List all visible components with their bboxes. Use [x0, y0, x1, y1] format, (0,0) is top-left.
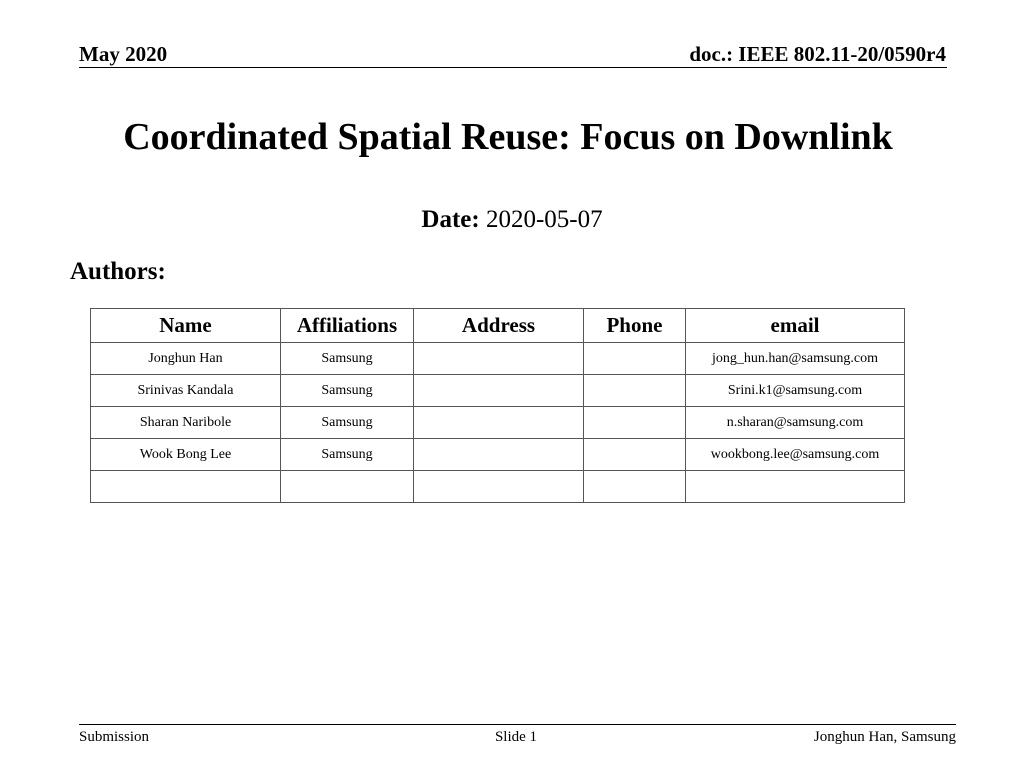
footer-author: Jonghun Han, Samsung [813, 729, 956, 745]
column-header-affiliations: Affiliations [281, 309, 414, 343]
date-label: Date: [421, 206, 480, 233]
cell-phone [584, 343, 686, 375]
cell-email: n.sharan@samsung.com [686, 407, 905, 439]
cell-affiliation [281, 471, 414, 503]
cell-email: wookbong.lee@samsung.com [686, 439, 905, 471]
cell-email: Srini.k1@samsung.com [686, 375, 905, 407]
authors-heading: Authors: [70, 258, 166, 285]
cell-phone [584, 471, 686, 503]
cell-affiliation: Samsung [281, 343, 414, 375]
cell-name: Srinivas Kandala [91, 375, 281, 407]
authors-table [90, 308, 905, 503]
cell-name: Jonghun Han [91, 343, 281, 375]
cell-affiliation: Samsung [281, 439, 414, 471]
footer-submission: Submission [79, 729, 150, 745]
cell-affiliation: Samsung [281, 407, 414, 439]
column-header-phone: Phone [584, 309, 686, 343]
table-header-row [91, 309, 905, 343]
column-header-name: Name [91, 309, 281, 343]
cell-phone [584, 375, 686, 407]
table-row [91, 407, 905, 439]
table-row [91, 375, 905, 407]
header-doc-number: doc.: IEEE 802.11-20/0590r4 [689, 42, 946, 66]
cell-name [91, 471, 281, 503]
cell-address [414, 407, 584, 439]
column-header-address: Address [414, 309, 584, 343]
footer-divider [79, 724, 956, 725]
cell-phone [584, 439, 686, 471]
date-line [0, 205, 1024, 235]
cell-address [414, 439, 584, 471]
cell-name: Sharan Naribole [91, 407, 281, 439]
cell-email [686, 471, 905, 503]
cell-address [414, 375, 584, 407]
slide-title: Coordinated Spatial Reuse: Focus on Downlink [123, 116, 893, 158]
date-value: 2020-05-07 [479, 206, 603, 233]
cell-address [414, 471, 584, 503]
cell-address [414, 343, 584, 375]
cell-name: Wook Bong Lee [91, 439, 281, 471]
cell-email: jong_hun.han@samsung.com [686, 343, 905, 375]
table-row-empty [91, 471, 905, 503]
header-date: May 2020 [79, 42, 168, 66]
table-row [91, 343, 905, 375]
cell-phone [584, 407, 686, 439]
header-divider [79, 67, 947, 68]
table-row [91, 439, 905, 471]
column-header-email: email [686, 309, 905, 343]
footer-slide-number: Slide 1 [494, 729, 538, 745]
cell-affiliation: Samsung [281, 375, 414, 407]
